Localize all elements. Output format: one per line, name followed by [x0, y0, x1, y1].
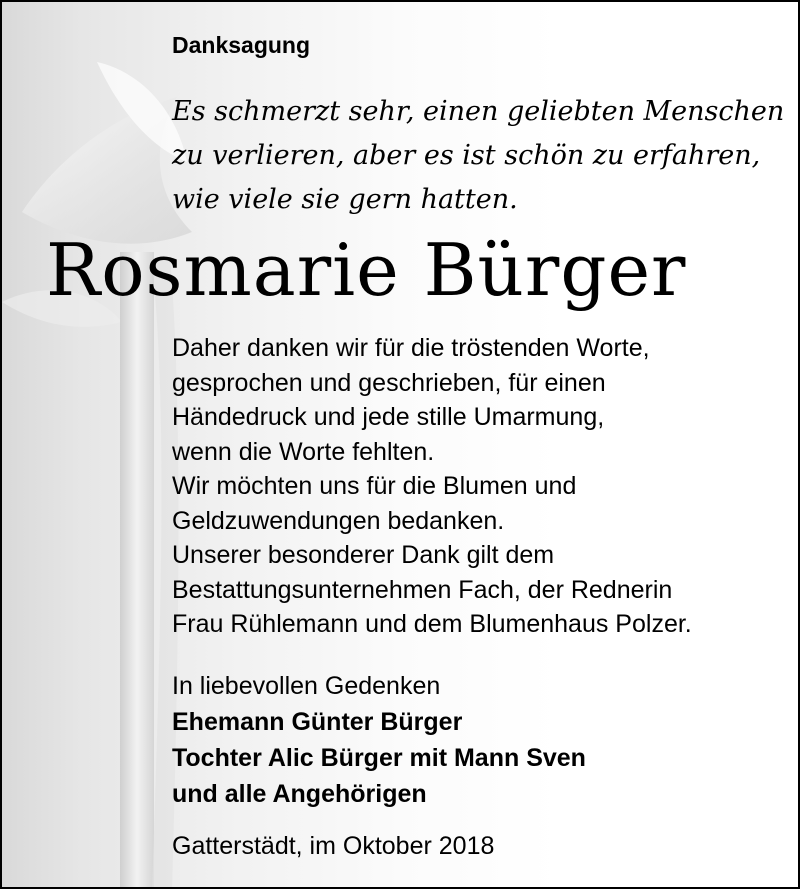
deceased-name: Rosmarie Bürger — [46, 228, 687, 312]
body-line: Unserer besonderer Dank gilt dem — [172, 541, 555, 569]
body-line: wenn die Worte fehlten. — [172, 437, 435, 466]
quote-line: wie viele sie gern hatten. — [172, 184, 518, 215]
signatory: Ehemann Günter Bürger — [172, 708, 463, 736]
body-line: gesprochen und geschrieben, für einen — [172, 368, 606, 397]
body-line: Bestattungsunternehmen Fach, der Rednerin — [172, 575, 673, 604]
heading-danksagung: Danksagung — [172, 32, 311, 58]
quote-line: zu verlieren, aber es ist schön zu erfahren, — [172, 140, 761, 171]
quote-line: Es schmerzt sehr, einen geliebten Menschen — [172, 96, 785, 127]
signatory: und alle Angehörigen — [172, 780, 427, 808]
signatory: Tochter Alic Bürger mit Mann Sven — [172, 744, 586, 772]
opening-quote — [172, 90, 784, 222]
place-and-date: Gatterstädt, im Oktober 2018 — [172, 832, 495, 860]
body-line: Händedruck und jede stille Umarmung, — [172, 403, 605, 431]
closing-phrase: In liebevollen Gedenken — [172, 672, 441, 700]
thanks-body — [172, 331, 692, 642]
body-line: Daher danken wir für die tröstenden Worte, — [172, 334, 650, 362]
body-line: Geldzuwendungen bedanken. — [172, 506, 505, 535]
signoff-block — [172, 668, 586, 812]
body-line: Frau Rühlemann und dem Blumenhaus Polzer. — [172, 610, 692, 638]
body-line: Wir möchten uns für die Blumen und — [172, 472, 577, 500]
